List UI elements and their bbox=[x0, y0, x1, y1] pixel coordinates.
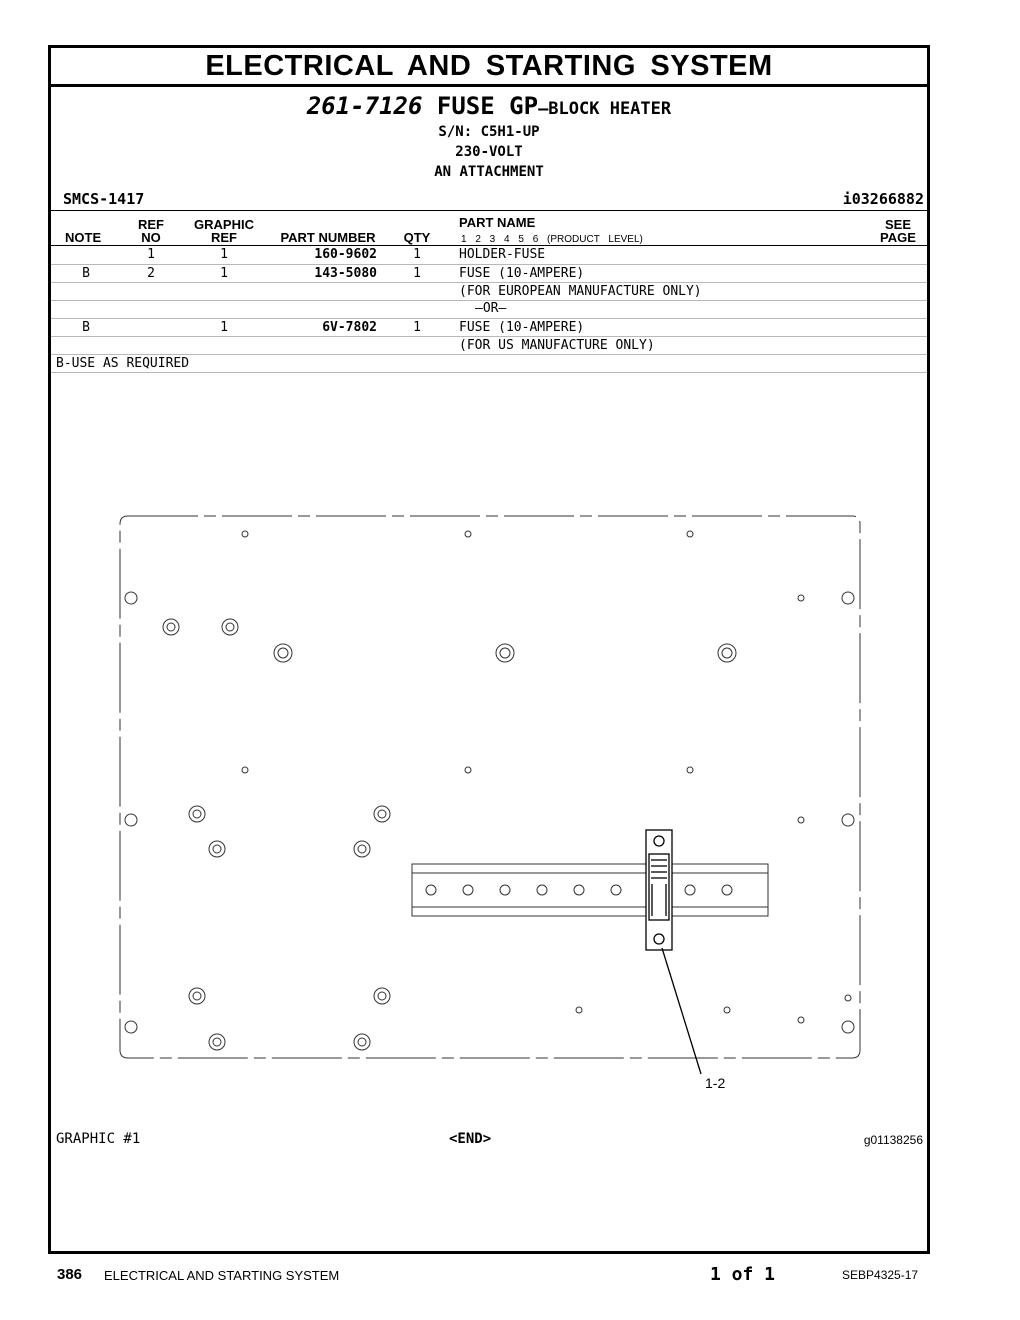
header-part-number: PART NUMBER bbox=[280, 230, 376, 245]
din-rail bbox=[412, 864, 768, 916]
row1-graphic-ref: 1 bbox=[220, 247, 228, 262]
row4-part-name: —OR— bbox=[475, 301, 507, 316]
row5-qty: 1 bbox=[413, 320, 421, 335]
voltage: 230-VOLT bbox=[455, 144, 523, 160]
footer-title: ELECTRICAL AND STARTING SYSTEM bbox=[104, 1268, 340, 1283]
end-marker: <END> bbox=[449, 1131, 492, 1147]
fuse-holder bbox=[646, 830, 672, 950]
header-ref-top: REF bbox=[138, 217, 164, 232]
mounting-plate-outline bbox=[120, 516, 860, 1058]
attachment: AN ATTACHMENT bbox=[434, 164, 544, 180]
header-part-name: PART NAME bbox=[459, 215, 536, 230]
row2-ref: 2 bbox=[147, 266, 155, 281]
row2-graphic-ref: 1 bbox=[220, 266, 228, 281]
header-graphic-bottom: REF bbox=[211, 230, 237, 245]
edge-hole-group bbox=[125, 592, 854, 1033]
row1-part-number: 160-9602 bbox=[314, 247, 377, 262]
illustration-id: i03266882 bbox=[842, 190, 924, 208]
smcs-code: SMCS-1417 bbox=[63, 190, 145, 208]
group-name: FUSE GP bbox=[436, 92, 539, 120]
row2-note: B bbox=[82, 266, 90, 281]
header-see-top: SEE bbox=[884, 217, 911, 232]
header-ref-bottom: NO bbox=[141, 230, 161, 245]
header-note: NOTE bbox=[65, 230, 102, 245]
graphic-id: g01138256 bbox=[863, 1133, 923, 1147]
header-graphic-top: GRAPHIC bbox=[194, 217, 254, 232]
serial-number: S/N: C5H1-UP bbox=[438, 124, 540, 140]
notes-text: B-USE AS REQUIRED bbox=[56, 356, 190, 371]
header-see-bottom: PAGE bbox=[880, 230, 916, 245]
small-hole-group bbox=[242, 531, 851, 1023]
callout-label: 1-2 bbox=[705, 1075, 726, 1091]
row2-part-name: FUSE (10-AMPERE) bbox=[459, 266, 585, 281]
row5-part-name: FUSE (10-AMPERE) bbox=[459, 320, 585, 335]
header-product-levels: 1 2 3 4 5 6 (PRODUCT LEVEL) bbox=[461, 234, 643, 245]
footer-page-count: 1 of 1 bbox=[710, 1264, 776, 1285]
footer-page-number: 386 bbox=[57, 1266, 83, 1283]
header-qty: QTY bbox=[403, 230, 431, 245]
group-part-number: 261-7126 bbox=[306, 92, 423, 120]
row1-part-name: HOLDER-FUSE bbox=[459, 247, 546, 262]
row5-part-number: 6V-7802 bbox=[322, 320, 377, 335]
row2-qty: 1 bbox=[413, 266, 421, 281]
row1-qty: 1 bbox=[413, 247, 421, 262]
row2-part-number: 143-5080 bbox=[314, 266, 377, 281]
group-name-suffix: –BLOCK HEATER bbox=[538, 99, 672, 119]
section-title: ELECTRICAL AND STARTING SYSTEM bbox=[51, 48, 927, 87]
callout-leader bbox=[662, 948, 701, 1074]
row5-graphic-ref: 1 bbox=[220, 320, 228, 335]
row1-ref: 1 bbox=[147, 247, 155, 262]
row5-note: B bbox=[82, 320, 90, 335]
footer-document-id: SEBP4325-17 bbox=[842, 1268, 919, 1282]
row3-part-name: (FOR EUROPEAN MANUFACTURE ONLY) bbox=[459, 284, 702, 299]
graphic-label: GRAPHIC #1 bbox=[56, 1131, 141, 1147]
row6-part-name: (FOR US MANUFACTURE ONLY) bbox=[459, 338, 655, 353]
